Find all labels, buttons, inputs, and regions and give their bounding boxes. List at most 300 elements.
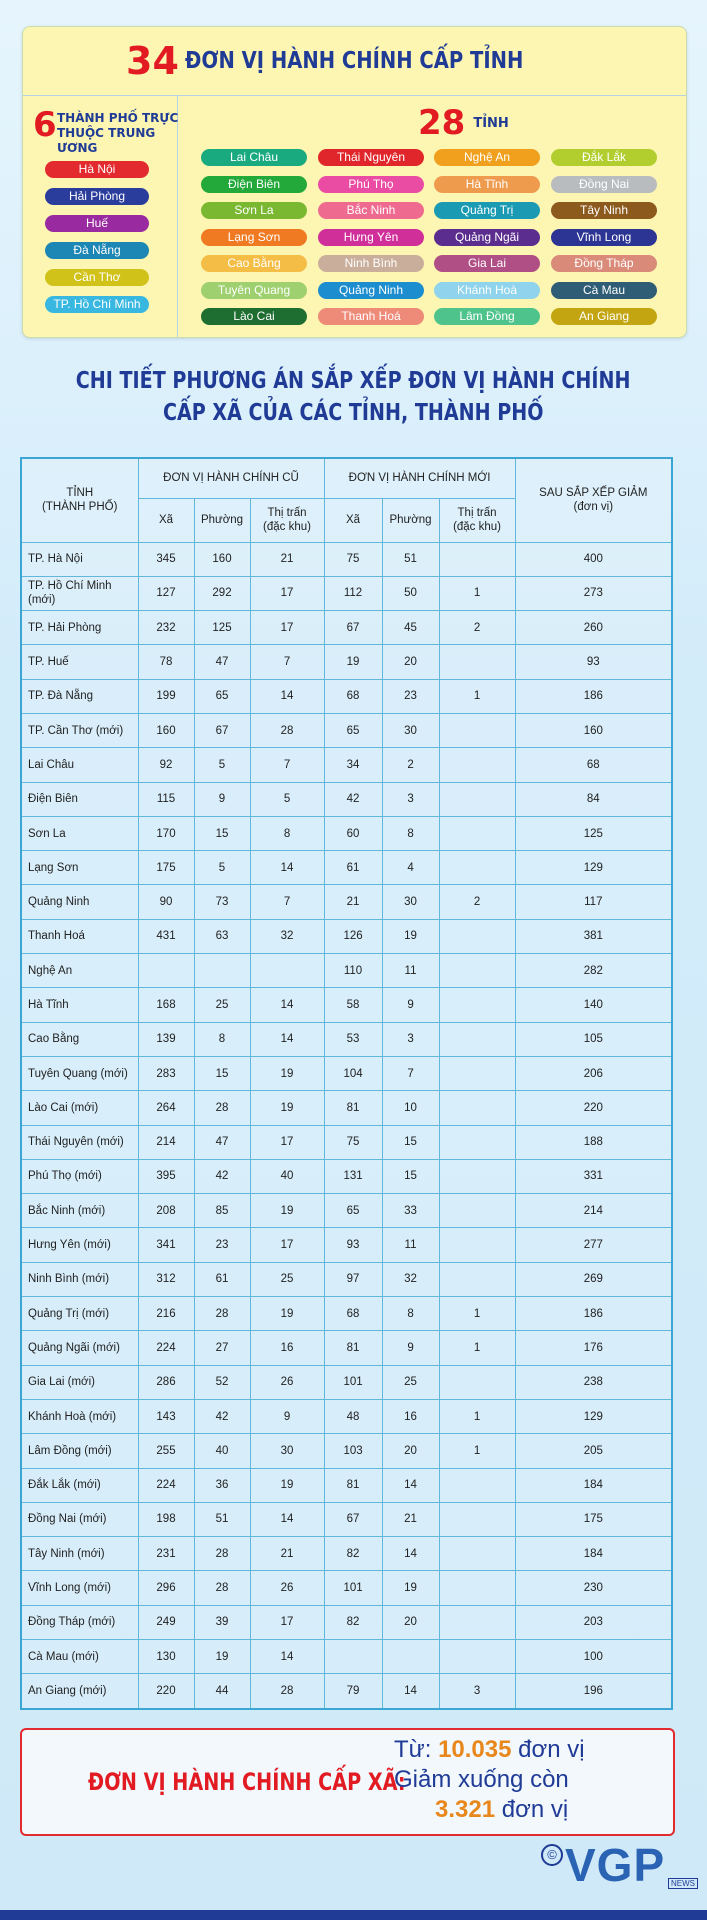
- cell-value: 273: [515, 576, 672, 610]
- cell-value: 199: [138, 679, 194, 713]
- cell-value: 20: [382, 645, 439, 679]
- cell-value: 17: [250, 1228, 324, 1262]
- province-pill: Gia Lai: [434, 255, 540, 272]
- cell-value: [439, 1262, 515, 1296]
- province-pill: Vĩnh Long: [551, 229, 657, 246]
- cell-value: 28: [194, 1571, 250, 1605]
- cell-province: Điện Biên: [21, 782, 138, 816]
- cell-value: 117: [515, 885, 672, 919]
- cell-value: 1: [439, 1331, 515, 1365]
- cell-value: 15: [382, 1125, 439, 1159]
- cell-value: 8: [382, 816, 439, 850]
- cell-value: 20: [382, 1605, 439, 1639]
- cell-value: 93: [515, 645, 672, 679]
- table-row: [21, 1605, 672, 1639]
- cell-value: 5: [194, 748, 250, 782]
- header-new-thitran: Thị trấn (đặc khu): [439, 498, 515, 542]
- cell-value: 30: [250, 1434, 324, 1468]
- cell-province: Tuyên Quang (mới): [21, 1056, 138, 1090]
- table-row: [21, 1091, 672, 1125]
- cell-value: 312: [138, 1262, 194, 1296]
- cell-province: Quảng Ngãi (mới): [21, 1331, 138, 1365]
- cell-value: 28: [250, 713, 324, 747]
- cell-value: 139: [138, 1022, 194, 1056]
- cell-value: 216: [138, 1297, 194, 1331]
- cell-province: Khánh Hoà (mới): [21, 1399, 138, 1433]
- cell-value: 16: [382, 1399, 439, 1433]
- cell-province: Sơn La: [21, 816, 138, 850]
- cell-value: 230: [515, 1571, 672, 1605]
- provinces-count: 28: [418, 103, 466, 143]
- cell-value: 7: [250, 885, 324, 919]
- cell-value: 17: [250, 576, 324, 610]
- table-row: [21, 611, 672, 645]
- cell-value: 3: [382, 1022, 439, 1056]
- cell-value: 140: [515, 988, 672, 1022]
- cell-value: 260: [515, 611, 672, 645]
- cell-value: 17: [250, 1605, 324, 1639]
- cell-value: 249: [138, 1605, 194, 1639]
- cell-value: 104: [324, 1056, 382, 1090]
- province-pill: Sơn La: [201, 202, 307, 219]
- cell-value: 9: [382, 1331, 439, 1365]
- cell-province: Cao Bằng: [21, 1022, 138, 1056]
- cell-value: 23: [382, 679, 439, 713]
- cities-heading: [33, 105, 183, 165]
- cell-value: 10: [382, 1091, 439, 1125]
- cell-value: 129: [515, 851, 672, 885]
- table-row: [21, 1022, 672, 1056]
- header-after: SAU SẮP XẾP GIẢM (đơn vị): [515, 458, 672, 542]
- cell-value: 73: [194, 885, 250, 919]
- cell-value: 14: [250, 988, 324, 1022]
- cell-value: [439, 954, 515, 988]
- cell-value: 8: [194, 1022, 250, 1056]
- cell-value: [439, 816, 515, 850]
- cell-value: 21: [250, 1537, 324, 1571]
- cell-value: 26: [250, 1365, 324, 1399]
- cell-value: 2: [439, 611, 515, 645]
- cell-value: 65: [324, 713, 382, 747]
- cities-count: 6: [33, 105, 57, 145]
- cell-value: 17: [250, 611, 324, 645]
- table-row: [21, 782, 672, 816]
- cell-value: 19: [250, 1091, 324, 1125]
- cell-value: 67: [194, 713, 250, 747]
- cell-value: 14: [250, 1502, 324, 1536]
- cell-value: [439, 542, 515, 576]
- cell-value: 53: [324, 1022, 382, 1056]
- cell-value: 75: [324, 542, 382, 576]
- cell-value: [324, 1640, 382, 1674]
- cell-province: TP. Đà Nẵng: [21, 679, 138, 713]
- cell-value: 341: [138, 1228, 194, 1262]
- province-pill: An Giang: [551, 308, 657, 325]
- cell-province: Quảng Ninh: [21, 885, 138, 919]
- province-pill: Tuyên Quang: [201, 282, 307, 299]
- cell-value: [439, 1365, 515, 1399]
- cell-value: 34: [324, 748, 382, 782]
- cell-value: 282: [515, 954, 672, 988]
- copyright-icon: ©: [541, 1844, 563, 1866]
- cell-value: [439, 748, 515, 782]
- cell-value: 36: [194, 1468, 250, 1502]
- table-row: [21, 816, 672, 850]
- cell-value: 19: [382, 919, 439, 953]
- cell-value: 48: [324, 1399, 382, 1433]
- cell-value: [439, 1537, 515, 1571]
- cell-value: 27: [194, 1331, 250, 1365]
- cell-value: 15: [194, 1056, 250, 1090]
- cell-province: Lâm Đồng (mới): [21, 1434, 138, 1468]
- cell-value: 8: [250, 816, 324, 850]
- cell-province: Hà Tĩnh: [21, 988, 138, 1022]
- cell-value: 269: [515, 1262, 672, 1296]
- cell-value: 14: [382, 1674, 439, 1709]
- cell-value: 25: [382, 1365, 439, 1399]
- cell-value: 224: [138, 1331, 194, 1365]
- cell-value: 60: [324, 816, 382, 850]
- table-row: [21, 679, 672, 713]
- cell-value: 286: [138, 1365, 194, 1399]
- cell-value: 283: [138, 1056, 194, 1090]
- cell-value: [439, 1159, 515, 1193]
- cell-value: 188: [515, 1125, 672, 1159]
- cell-value: 19: [324, 645, 382, 679]
- city-pill: Cần Thơ: [45, 269, 149, 286]
- cell-value: 103: [324, 1434, 382, 1468]
- cell-value: 26: [250, 1571, 324, 1605]
- table-row: [21, 1297, 672, 1331]
- city-pill: Đà Nẵng: [45, 242, 149, 259]
- cell-value: [439, 1125, 515, 1159]
- logo-news: NEWS: [668, 1878, 698, 1889]
- cities-label-line-1: THÀNH PHỐ TRỰC: [57, 111, 179, 125]
- cell-value: 400: [515, 542, 672, 576]
- cell-value: 9: [194, 782, 250, 816]
- cell-value: 67: [324, 1502, 382, 1536]
- province-pill: Quảng Trị: [434, 202, 540, 219]
- table-row: [21, 1571, 672, 1605]
- cell-province: TP. Hà Nội: [21, 542, 138, 576]
- cell-value: 208: [138, 1194, 194, 1228]
- cell-value: 47: [194, 1125, 250, 1159]
- province-pill: Lai Châu: [201, 149, 307, 166]
- cell-value: 196: [515, 1674, 672, 1709]
- cell-value: 32: [250, 919, 324, 953]
- table-row: [21, 1537, 672, 1571]
- cell-value: 381: [515, 919, 672, 953]
- cell-value: 1: [439, 679, 515, 713]
- header-new-phuong: Phường: [382, 498, 439, 542]
- cell-value: 129: [515, 1399, 672, 1433]
- cell-province: Quảng Trị (mới): [21, 1297, 138, 1331]
- cell-value: 264: [138, 1091, 194, 1125]
- cell-value: 14: [382, 1468, 439, 1502]
- table-row: [21, 1194, 672, 1228]
- cell-value: 101: [324, 1365, 382, 1399]
- cell-value: 1: [439, 1399, 515, 1433]
- cell-value: 11: [382, 954, 439, 988]
- cell-value: 15: [194, 816, 250, 850]
- table-row: [21, 851, 672, 885]
- table-row: [21, 1365, 672, 1399]
- table-row: [21, 1125, 672, 1159]
- cell-value: 14: [250, 1022, 324, 1056]
- cell-value: 82: [324, 1537, 382, 1571]
- table-row: [21, 1056, 672, 1090]
- cell-value: 28: [194, 1537, 250, 1571]
- cell-value: 61: [194, 1262, 250, 1296]
- cell-value: 130: [138, 1640, 194, 1674]
- cell-province: TP. Hải Phòng: [21, 611, 138, 645]
- cell-value: 125: [194, 611, 250, 645]
- cell-value: 68: [324, 679, 382, 713]
- province-pill: Lạng Sơn: [201, 229, 307, 246]
- cell-value: 90: [138, 885, 194, 919]
- cell-value: 82: [324, 1605, 382, 1639]
- provinces-heading: [418, 103, 509, 143]
- province-overview-box: [22, 26, 687, 338]
- table-row: [21, 645, 672, 679]
- cell-value: 395: [138, 1159, 194, 1193]
- cell-province: Đồng Tháp (mới): [21, 1605, 138, 1639]
- cell-value: 8: [382, 1297, 439, 1331]
- province-pill: Đồng Nai: [551, 176, 657, 193]
- summary-label: ĐƠN VỊ HÀNH CHÍNH CẤP XÃ:: [88, 1768, 406, 1796]
- cell-value: [194, 954, 250, 988]
- cell-province: Đồng Nai (mới): [21, 1502, 138, 1536]
- cities-label-line-2: THUỘC TRUNG ƯƠNG: [57, 126, 156, 155]
- cell-value: 45: [382, 611, 439, 645]
- cell-value: 92: [138, 748, 194, 782]
- cell-value: 170: [138, 816, 194, 850]
- cell-value: 33: [382, 1194, 439, 1228]
- cell-value: 42: [194, 1399, 250, 1433]
- cell-value: [439, 782, 515, 816]
- cell-value: [138, 954, 194, 988]
- cell-province: Lai Châu: [21, 748, 138, 782]
- cell-value: 30: [382, 885, 439, 919]
- cell-value: 3: [382, 782, 439, 816]
- cell-province: Gia Lai (mới): [21, 1365, 138, 1399]
- cell-value: 7: [250, 748, 324, 782]
- cell-province: Bắc Ninh (mới): [21, 1194, 138, 1228]
- cell-value: 1: [439, 576, 515, 610]
- cell-value: 23: [194, 1228, 250, 1262]
- cell-value: 431: [138, 919, 194, 953]
- province-pill: Cao Bằng: [201, 255, 307, 272]
- cell-value: 2: [382, 748, 439, 782]
- cell-value: [439, 713, 515, 747]
- cell-value: 112: [324, 576, 382, 610]
- cell-value: 21: [324, 885, 382, 919]
- cell-value: 5: [250, 782, 324, 816]
- cell-value: 52: [194, 1365, 250, 1399]
- province-pill: Ninh Bình: [318, 255, 424, 272]
- cell-value: 1: [439, 1434, 515, 1468]
- table-row: [21, 1262, 672, 1296]
- cell-value: 238: [515, 1365, 672, 1399]
- cell-value: 17: [250, 1125, 324, 1159]
- cell-value: 81: [324, 1091, 382, 1125]
- cell-value: 65: [324, 1194, 382, 1228]
- cell-value: 58: [324, 988, 382, 1022]
- cell-value: 175: [138, 851, 194, 885]
- cell-province: Hưng Yên (mới): [21, 1228, 138, 1262]
- province-pill: Hà Tĩnh: [434, 176, 540, 193]
- table-row: [21, 919, 672, 953]
- table-row: [21, 542, 672, 576]
- cell-value: 28: [250, 1674, 324, 1709]
- table-row: [21, 885, 672, 919]
- cell-value: 20: [382, 1434, 439, 1468]
- cell-value: [439, 1571, 515, 1605]
- cell-value: [439, 1091, 515, 1125]
- cell-value: [439, 851, 515, 885]
- cell-value: 205: [515, 1434, 672, 1468]
- cell-province: Lạng Sơn: [21, 851, 138, 885]
- cell-value: [439, 1056, 515, 1090]
- cell-value: 40: [250, 1159, 324, 1193]
- cell-value: 3: [439, 1674, 515, 1709]
- cell-value: 4: [382, 851, 439, 885]
- table-row: [21, 1468, 672, 1502]
- cell-value: 220: [515, 1091, 672, 1125]
- province-pill: Tây Ninh: [551, 202, 657, 219]
- city-pill: TP. Hồ Chí Minh: [45, 296, 149, 313]
- header-new-xa: Xã: [324, 498, 382, 542]
- cell-value: 19: [250, 1468, 324, 1502]
- province-pill: Lào Cai: [201, 308, 307, 325]
- province-pill: Phú Thọ: [318, 176, 424, 193]
- cell-value: 97: [324, 1262, 382, 1296]
- cell-province: Thanh Hoá: [21, 919, 138, 953]
- cell-value: 32: [382, 1262, 439, 1296]
- table-row: [21, 988, 672, 1022]
- cell-value: 51: [194, 1502, 250, 1536]
- cell-value: 175: [515, 1502, 672, 1536]
- cell-value: 47: [194, 645, 250, 679]
- cell-value: [439, 1468, 515, 1502]
- cell-value: 115: [138, 782, 194, 816]
- summary-from: Từ: 10.035 đơn vị: [394, 1736, 585, 1763]
- cell-value: 131: [324, 1159, 382, 1193]
- province-pill: Quảng Ninh: [318, 282, 424, 299]
- cell-value: 19: [250, 1297, 324, 1331]
- cell-province: Phú Thọ (mới): [21, 1159, 138, 1193]
- cell-province: Nghệ An: [21, 954, 138, 988]
- cell-value: 14: [382, 1537, 439, 1571]
- cell-province: Lào Cai (mới): [21, 1091, 138, 1125]
- top-title-number: 34: [126, 39, 179, 83]
- cell-value: 7: [250, 645, 324, 679]
- province-pill: Lâm Đồng: [434, 308, 540, 325]
- cell-value: 186: [515, 679, 672, 713]
- cell-value: 81: [324, 1331, 382, 1365]
- cell-province: Thái Nguyên (mới): [21, 1125, 138, 1159]
- province-pill: Thanh Hoá: [318, 308, 424, 325]
- cell-value: 292: [194, 576, 250, 610]
- province-pill: Khánh Hoà: [434, 282, 540, 299]
- cell-value: 110: [324, 954, 382, 988]
- cell-value: 127: [138, 576, 194, 610]
- province-pill: Quảng Ngãi: [434, 229, 540, 246]
- cell-value: 168: [138, 988, 194, 1022]
- cell-value: 51: [382, 542, 439, 576]
- cell-value: 100: [515, 1640, 672, 1674]
- cell-value: 28: [194, 1297, 250, 1331]
- cell-value: 160: [515, 713, 672, 747]
- cell-value: 21: [250, 542, 324, 576]
- cell-value: 93: [324, 1228, 382, 1262]
- cell-value: 19: [382, 1571, 439, 1605]
- cell-value: 345: [138, 542, 194, 576]
- summary-box: [20, 1728, 675, 1836]
- table-row: [21, 1399, 672, 1433]
- cell-value: 277: [515, 1228, 672, 1262]
- province-pill: Đồng Tháp: [551, 255, 657, 272]
- cell-value: 61: [324, 851, 382, 885]
- cell-value: 19: [194, 1640, 250, 1674]
- cell-province: Vĩnh Long (mới): [21, 1571, 138, 1605]
- cell-value: 203: [515, 1605, 672, 1639]
- cell-value: 14: [250, 851, 324, 885]
- cell-value: 65: [194, 679, 250, 713]
- table-row: [21, 1502, 672, 1536]
- cell-province: An Giang (mới): [21, 1674, 138, 1709]
- header-old-units: ĐƠN VỊ HÀNH CHÍNH CŨ: [138, 458, 324, 498]
- province-pill: Hưng Yên: [318, 229, 424, 246]
- cell-value: 220: [138, 1674, 194, 1709]
- section-title-line-1: CHI TIẾT PHƯƠNG ÁN SẮP XẾP ĐƠN VỊ HÀNH CHÍNH: [76, 368, 631, 394]
- vgp-logo: [541, 1838, 695, 1898]
- table-row: [21, 713, 672, 747]
- cell-value: 1: [439, 1297, 515, 1331]
- province-pill: Điện Biên: [201, 176, 307, 193]
- cell-value: 232: [138, 611, 194, 645]
- cell-value: 78: [138, 645, 194, 679]
- cell-value: 14: [250, 679, 324, 713]
- cell-value: [439, 1194, 515, 1228]
- province-pill: Thái Nguyên: [318, 149, 424, 166]
- cell-value: 30: [382, 713, 439, 747]
- cell-value: 14: [250, 1640, 324, 1674]
- cities-label: [57, 111, 183, 156]
- bottom-bar: [0, 1910, 707, 1920]
- cell-value: [250, 954, 324, 988]
- table-row: [21, 1434, 672, 1468]
- cell-value: 68: [515, 748, 672, 782]
- cell-value: 81: [324, 1468, 382, 1502]
- cell-value: [439, 988, 515, 1022]
- province-pill: Bắc Ninh: [318, 202, 424, 219]
- cell-value: 101: [324, 1571, 382, 1605]
- cell-value: [439, 1228, 515, 1262]
- header-old-phuong: Phường: [194, 498, 250, 542]
- cell-value: 15: [382, 1159, 439, 1193]
- header-new-units: ĐƠN VỊ HÀNH CHÍNH MỚI: [324, 458, 515, 498]
- cell-value: 176: [515, 1331, 672, 1365]
- cell-value: 63: [194, 919, 250, 953]
- table-row: [21, 576, 672, 610]
- cell-value: 184: [515, 1468, 672, 1502]
- cell-province: Tây Ninh (mới): [21, 1537, 138, 1571]
- cell-value: 184: [515, 1537, 672, 1571]
- cell-value: 21: [382, 1502, 439, 1536]
- cell-value: [439, 645, 515, 679]
- cell-value: [439, 1022, 515, 1056]
